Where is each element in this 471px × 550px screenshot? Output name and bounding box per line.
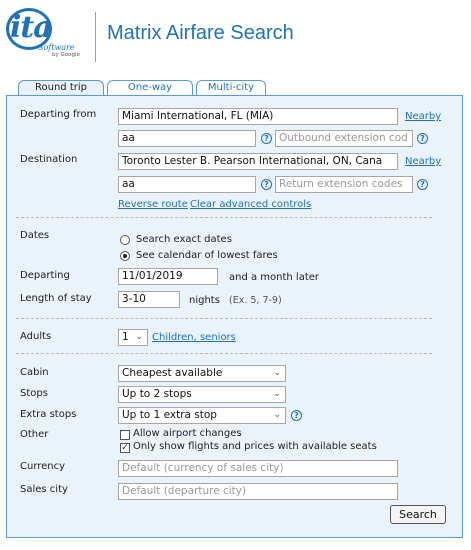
stops-value: Up to 2 stops [122,388,192,400]
stay-hint: (Ex. 5, 7-9) [229,295,282,306]
only-available-label: Only show flights and prices with available seats [133,441,377,452]
sales-city-label: Sales city [20,484,68,495]
tab-multi-city[interactable]: Multi-city [196,80,266,95]
departing-date-suffix: and a month later [229,272,320,283]
search-button[interactable]: Search [390,505,446,524]
departing-from-label: Departing from [20,109,97,120]
exact-dates-radio[interactable] [120,235,130,245]
chevron-down-icon: ⌄ [273,389,281,399]
cabin-select[interactable] [118,365,286,382]
extra-stops-value: Up to 1 extra stop [122,409,217,421]
question-icon[interactable]: ? [291,410,302,421]
question-icon[interactable]: ? [261,179,272,190]
destination-input[interactable]: Toronto Lester B. Pearson International, ON, Cana [118,153,398,170]
adults-value: 1 [122,331,129,343]
cabin-label: Cabin [20,367,49,378]
only-available-checkbox[interactable] [120,443,130,453]
departing-date-input[interactable]: 11/01/2019 [118,268,218,285]
allow-airport-changes-label: Allow airport changes [133,428,242,439]
dates-label: Dates [20,230,50,241]
chevron-down-icon: ⌄ [273,368,281,378]
section-divider [16,353,432,354]
extra-stops-select[interactable] [118,407,286,424]
logo-by-google: by Google [52,52,80,58]
extra-stops-label: Extra stops [20,409,77,420]
departing-date-label: Departing [20,270,70,281]
return-extension-input[interactable]: Return extension codes [275,176,413,193]
calendar-radio[interactable] [120,251,130,261]
other-label: Other [20,429,49,440]
chevron-down-icon: ⌄ [135,332,143,342]
header-divider [95,12,96,62]
destination-airline-code-input[interactable]: aa [118,176,256,193]
cabin-value: Cheapest available [122,367,223,379]
clear-advanced-controls-link[interactable]: Clear advanced controls [190,199,312,210]
tab-round-trip[interactable]: Round trip [18,80,104,96]
exact-dates-label: Search exact dates [136,234,232,245]
children-seniors-link[interactable]: Children, seniors [152,332,236,343]
destination-label: Destination [20,154,78,165]
nearby-origin-link[interactable]: Nearby [405,111,442,122]
currency-input[interactable]: Default (currency of sales city) [118,460,398,477]
page-title: Matrix Airfare Search [107,22,294,44]
adults-label: Adults [20,331,52,342]
tab-one-way[interactable]: One-way [107,80,193,95]
length-of-stay-label: Length of stay [20,293,92,304]
stops-select[interactable] [118,386,286,403]
outbound-extension-input[interactable]: Outbound extension cod [275,130,413,147]
question-icon[interactable]: ? [417,179,428,190]
origin-airline-code-input[interactable]: aa [118,130,256,147]
length-of-stay-input[interactable]: 3-10 [118,291,180,308]
check-icon: ✓ [121,443,129,453]
allow-airport-changes-checkbox[interactable] [120,430,130,440]
nights-label: nights [189,295,220,306]
departing-from-input[interactable]: Miami International, FL (MIA) [118,108,398,125]
logo-software: Software [38,43,75,52]
adults-select[interactable] [118,329,148,346]
section-divider [16,318,432,319]
question-icon[interactable]: ? [261,133,272,144]
chevron-down-icon: ⌄ [273,410,281,420]
logo-ita: ita [10,10,52,45]
reverse-route-link[interactable]: Reverse route [118,199,188,210]
calendar-label: See calendar of lowest fares [136,250,278,261]
section-divider [16,217,432,218]
currency-label: Currency [20,461,66,472]
sales-city-input[interactable]: Default (departure city) [118,483,398,500]
nearby-destination-link[interactable]: Nearby [405,156,442,167]
stops-label: Stops [20,388,48,399]
question-icon[interactable]: ? [417,133,428,144]
